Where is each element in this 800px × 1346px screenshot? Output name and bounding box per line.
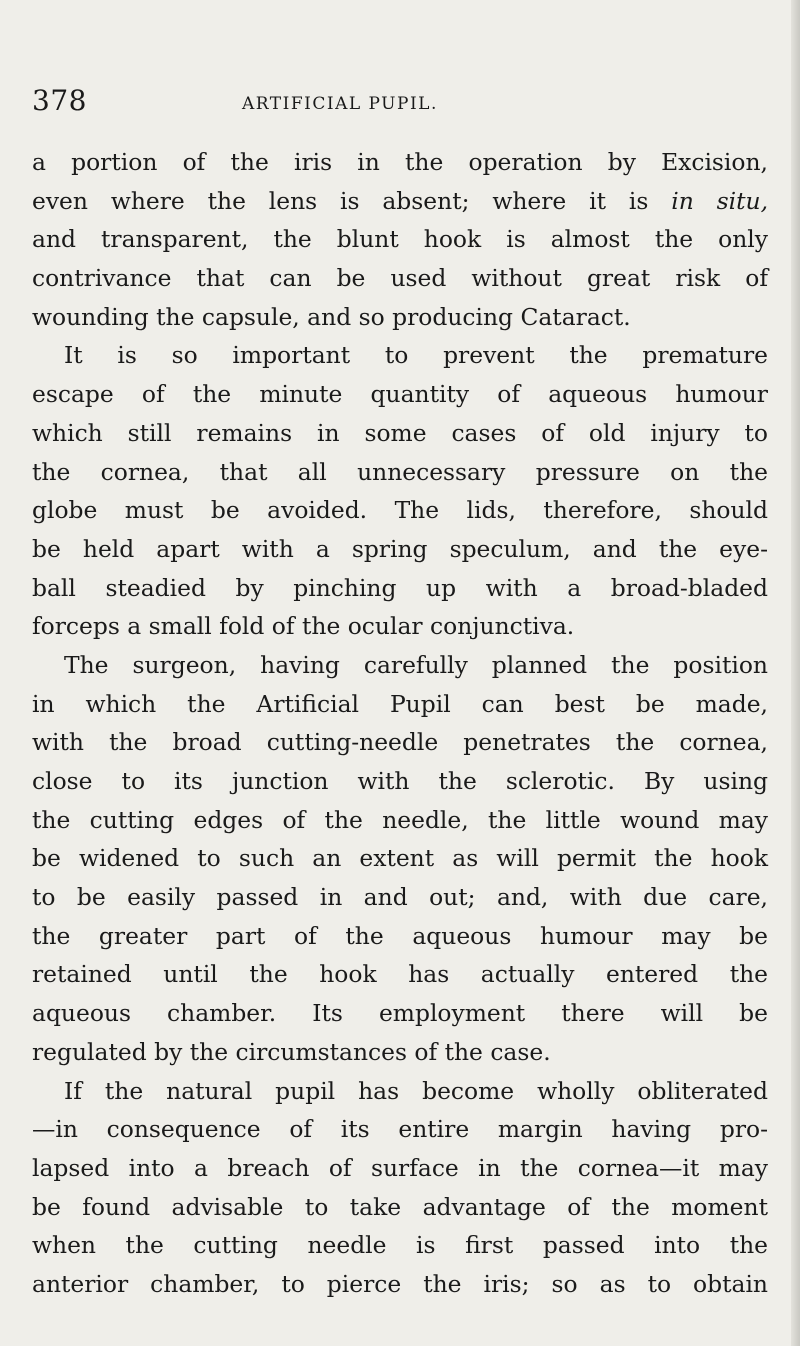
text-line: The surgeon, having carefully planned the position bbox=[64, 650, 768, 679]
text-line: be held apart with a spring speculum, and the eye- bbox=[32, 534, 768, 563]
text-line: ball steadied by pinching up with a broad-bladed bbox=[32, 573, 768, 602]
text-line: to be easily passed in and out; and, with due care, bbox=[32, 883, 768, 912]
text-line: escape of the minute quantity of aqueous humour bbox=[32, 380, 768, 409]
text-line: close to its junction with the sclerotic. By using bbox=[32, 767, 768, 795]
text-line-part: even where the lens is absent; where it is bbox=[32, 186, 649, 215]
text-line: globe must be avoided. The lids, therefore, should bbox=[32, 496, 768, 525]
italic-phrase: in situ, bbox=[671, 186, 769, 215]
text-line: and transparent, the blunt hook is almost the only bbox=[32, 225, 768, 254]
text-line: be found advisable to take advantage of the moment bbox=[32, 1192, 768, 1221]
text-line: —in consequence of its entire margin having pro- bbox=[32, 1115, 768, 1144]
text-line: aqueous chamber. Its employment there will be bbox=[32, 999, 768, 1028]
text-line: in which the Artificial Pupil can best be made, bbox=[32, 689, 768, 718]
text-line: anterior chamber, to pierce the iris; so as to obtain bbox=[32, 1269, 768, 1298]
text-line: forceps a small fold of the ocular conjunctiva. bbox=[32, 612, 575, 641]
text-line: wounding the capsule, and so producing Cataract. bbox=[32, 302, 631, 331]
text-line: retained until the hook has actually entered the bbox=[32, 960, 768, 989]
text-line: contrivance that can be used without great risk of bbox=[32, 264, 768, 293]
body-text bbox=[32, 143, 768, 1304]
text-line: a portion of the iris in the operation by Excision, bbox=[32, 148, 768, 176]
text-line: the greater part of the aqueous humour may be bbox=[32, 921, 768, 950]
page-edge bbox=[791, 0, 800, 1346]
text-line bbox=[32, 182, 768, 221]
text-line: the cutting edges of the needle, the little wound may bbox=[32, 805, 768, 834]
text-line: regulated by the circumstances of the case. bbox=[32, 1037, 551, 1066]
text-line: be widened to such an extent as will permit the hook bbox=[32, 844, 768, 873]
page-number: 378 bbox=[32, 84, 87, 117]
text-line: with the broad cutting-needle penetrates the cornea, bbox=[32, 728, 768, 757]
text-line: when the cutting needle is first passed into the bbox=[32, 1231, 768, 1260]
text-line: lapsed into a breach of surface in the cornea—it may bbox=[32, 1153, 768, 1182]
page-header bbox=[32, 84, 762, 124]
text-line: the cornea, that all unnecessary pressure on the bbox=[32, 457, 768, 486]
text-line: which still remains in some cases of old injury to bbox=[32, 418, 768, 447]
text-line: If the natural pupil has become wholly obliterated bbox=[64, 1076, 768, 1105]
text-line: It is so important to prevent the premature bbox=[64, 341, 768, 370]
running-head: ARTIFICIAL PUPIL. bbox=[242, 94, 438, 114]
